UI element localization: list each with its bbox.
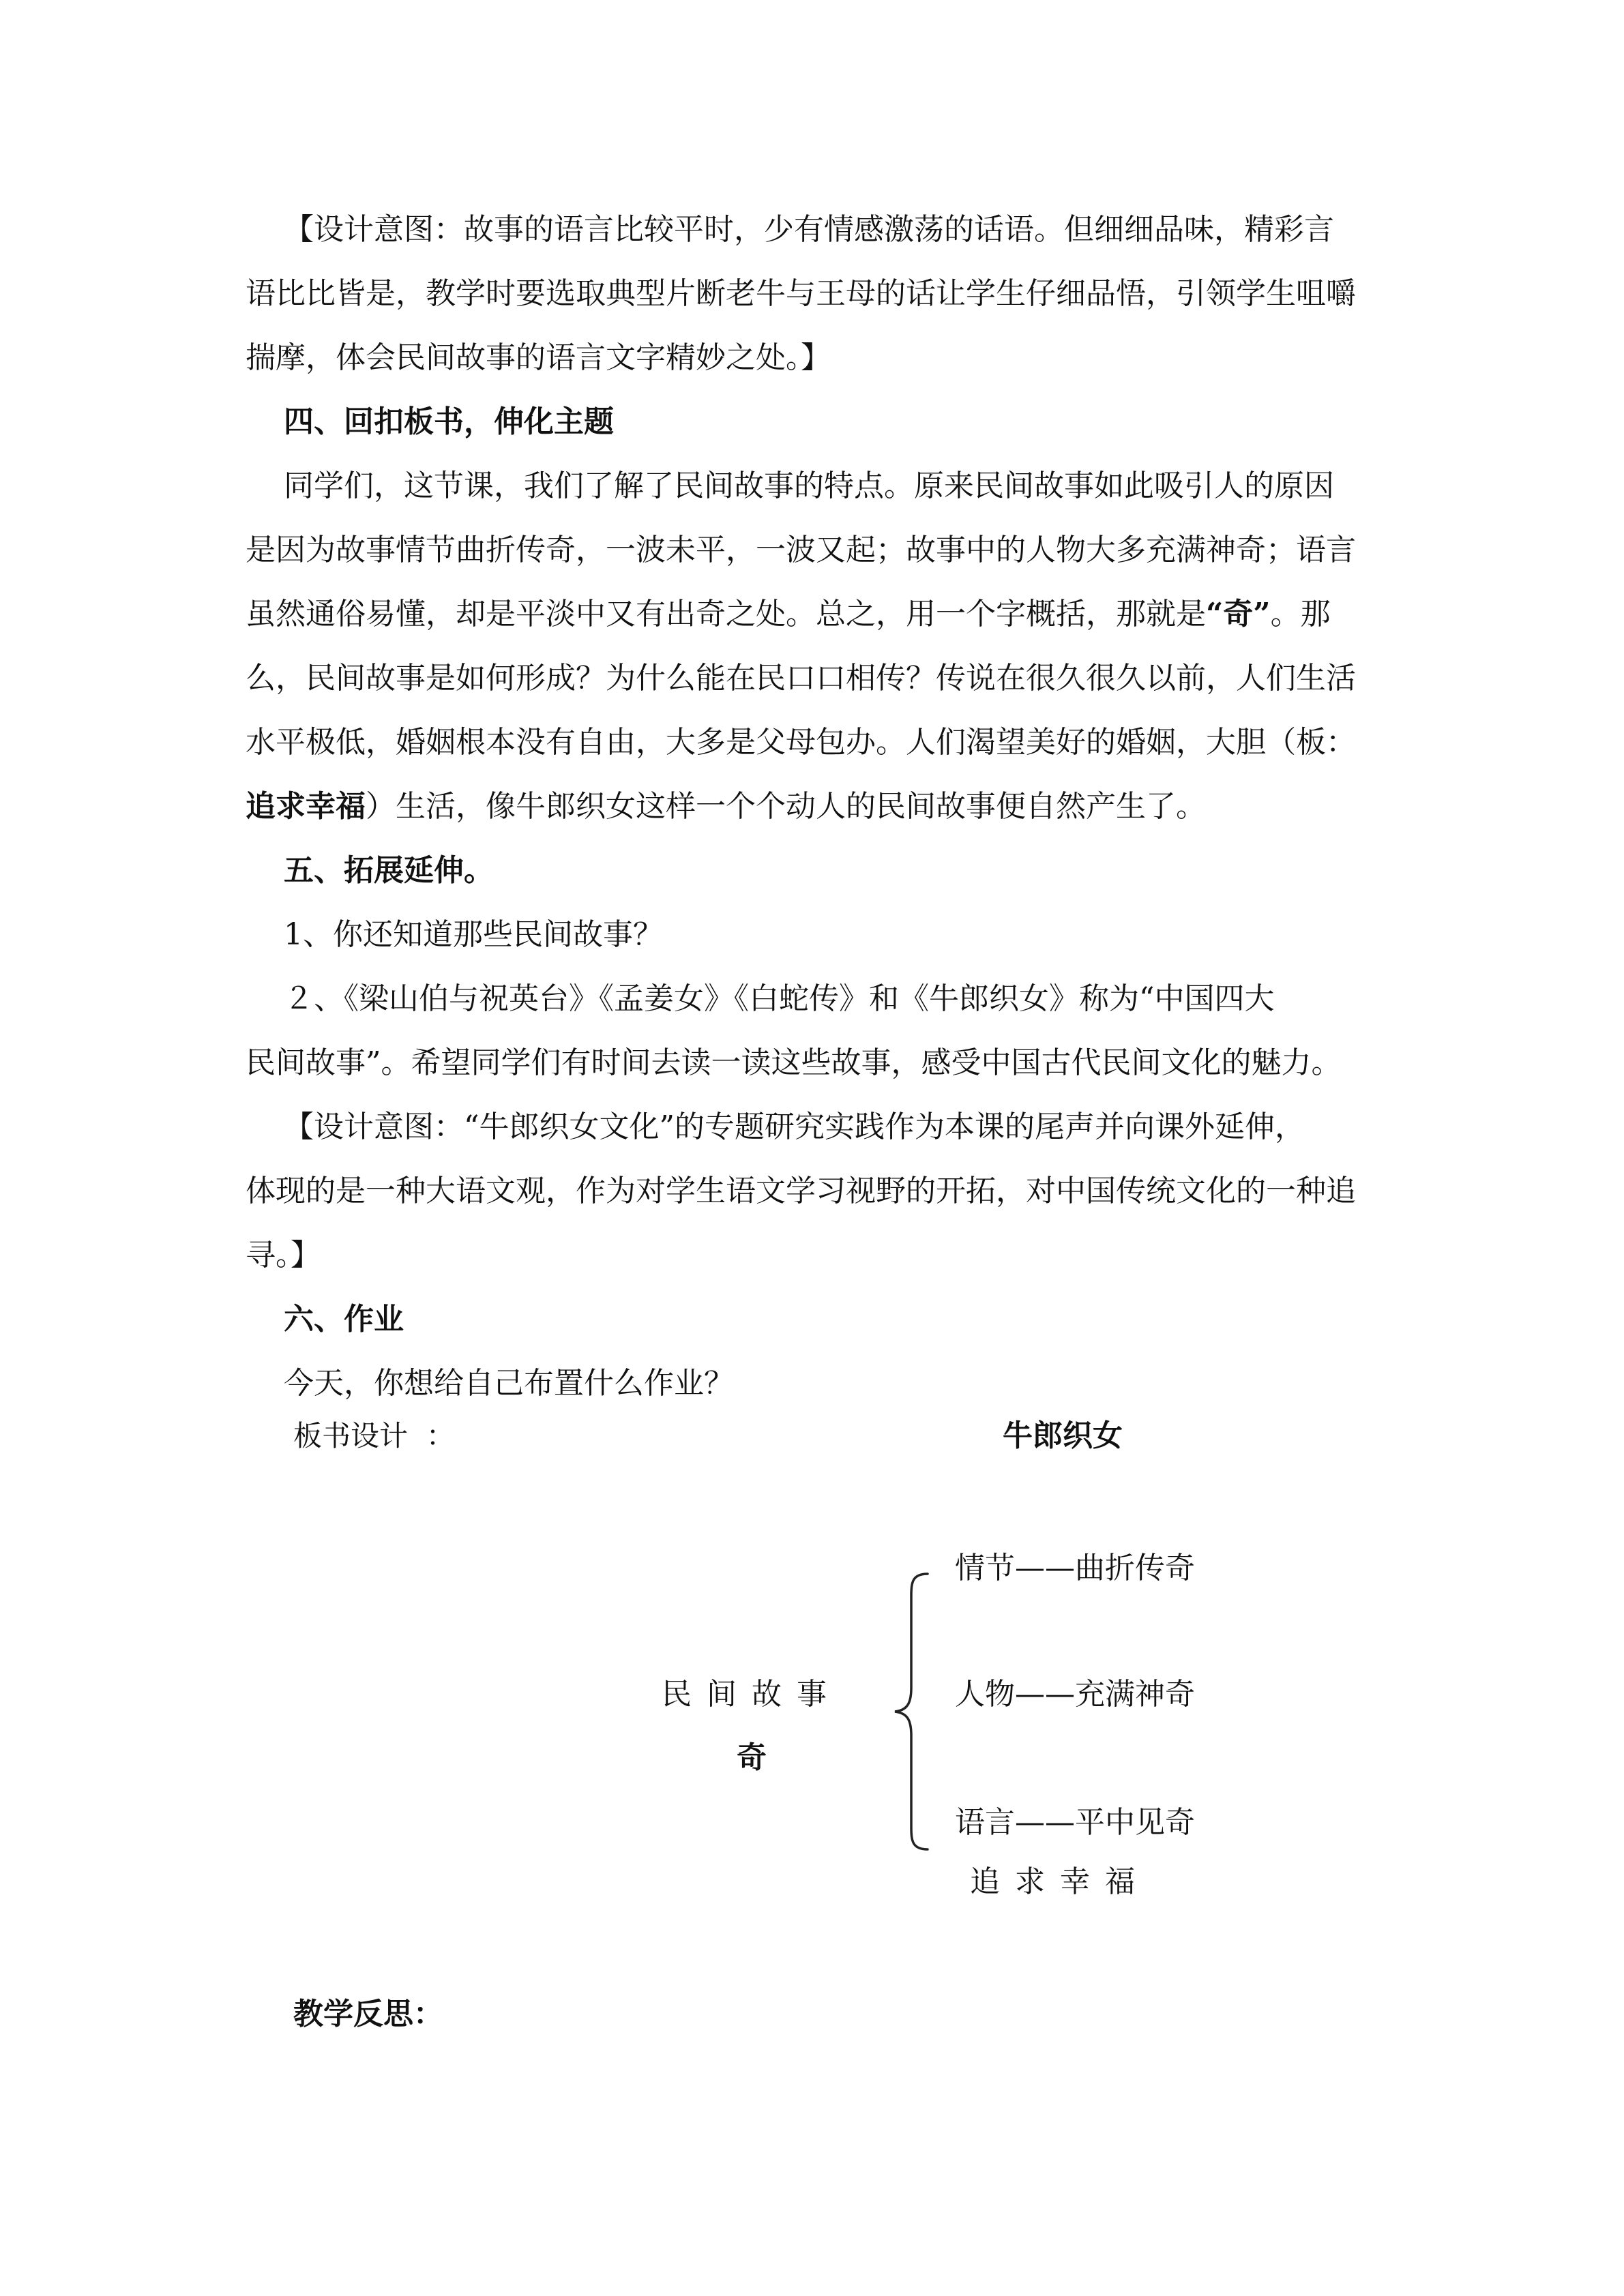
text-line: 同学们，这节课，我们了解了民间故事的特点。原来民间故事如此吸引人的原因 <box>284 468 1334 503</box>
text-line: 是因为故事情节曲折传奇，一波未平，一波又起；故事中的人物大多充满神奇；语言 <box>246 533 1356 567</box>
text-line: 水平极低，婚姻根本没有自由，大多是父母包办。人们渴望美好的婚姻，大胆（板： <box>246 725 1356 760</box>
emphasis-text: “奇” <box>1206 597 1271 631</box>
text-line: 【设计意图：“牛郎织女文化”的专题研究实践作为本课的尾声并向课外延伸， <box>284 1109 1305 1144</box>
text-line <box>246 775 1426 839</box>
board-title: 牛郎织女 <box>1003 1418 1123 1453</box>
text-line: ２、《梁山伯与祝英台》《孟姜女》《白蛇传》和《牛郎织女》称为“中国四大 <box>284 981 1275 1016</box>
curly-brace-icon <box>887 1568 941 1855</box>
board-branch-plot: 情节——曲折传奇 <box>955 1551 1195 1585</box>
board-pursuit-text: 追求幸福 <box>970 1864 1150 1899</box>
board-center-keyword: 奇 <box>737 1740 767 1775</box>
text-span: 虽然通俗易懂，却是平淡中又有出奇之处。总之，用一个字概括，那就是 <box>246 597 1206 631</box>
text-line: 语比比皆是，教学时要选取典型片断老牛与王母的话让学生仔细品悟，引领学生咀嚼 <box>246 276 1356 311</box>
board-branch-character: 人物——充满神奇 <box>955 1677 1195 1712</box>
list-item: 1、你还知道那些民间故事？ <box>284 917 663 952</box>
text-line: 今天，你想给自己布置什么作业？ <box>284 1366 734 1401</box>
teaching-reflection-heading: 教学反思： <box>293 1997 443 2031</box>
board-branch-language: 语言——平中见奇 <box>955 1805 1195 1840</box>
text-span: ）生活，像牛郎织女这样一个个动人的民间故事便自然产生了。 <box>366 789 1206 824</box>
section-heading-6: 六、作业 <box>284 1302 404 1337</box>
text-line: 么，民间故事是如何形成？为什么能在民口口相传？传说在很久很久以前，人们生活 <box>246 661 1356 696</box>
design-intent-paragraph-2 <box>246 1095 1426 1287</box>
text-span: 。那 <box>1270 597 1331 631</box>
text-line: 【设计意图：故事的语言比较平时，少有情感激荡的话语。但细细品味，精彩言 <box>284 212 1334 247</box>
text-line: 揣摩，体会民间故事的语言文字精妙之处。】 <box>246 340 831 375</box>
board-center-topic: 民间故事 <box>662 1677 842 1712</box>
list-item <box>246 967 1426 1095</box>
body-text <box>246 198 1426 1416</box>
section-heading-4: 四、回扣板书，伸化主题 <box>284 404 614 439</box>
text-line: 寻。】 <box>246 1238 321 1272</box>
text-line: 民间故事”。希望同学们有时间去读一读这些故事，感受中国古代民间文化的魅力。 <box>246 1045 1342 1080</box>
text-line <box>246 582 1426 646</box>
section-4-paragraph <box>246 454 1426 839</box>
text-line: 体现的是一种大语文观，作为对学生语文学习视野的开拓，对中国传统文化的一种追 <box>246 1174 1356 1208</box>
section-heading-5: 五、拓展延伸。 <box>284 853 494 888</box>
design-intent-paragraph-1 <box>246 198 1426 390</box>
board-design-label: 板书设计 ： <box>293 1419 455 1452</box>
emphasis-text: 追求幸福 <box>246 789 366 824</box>
